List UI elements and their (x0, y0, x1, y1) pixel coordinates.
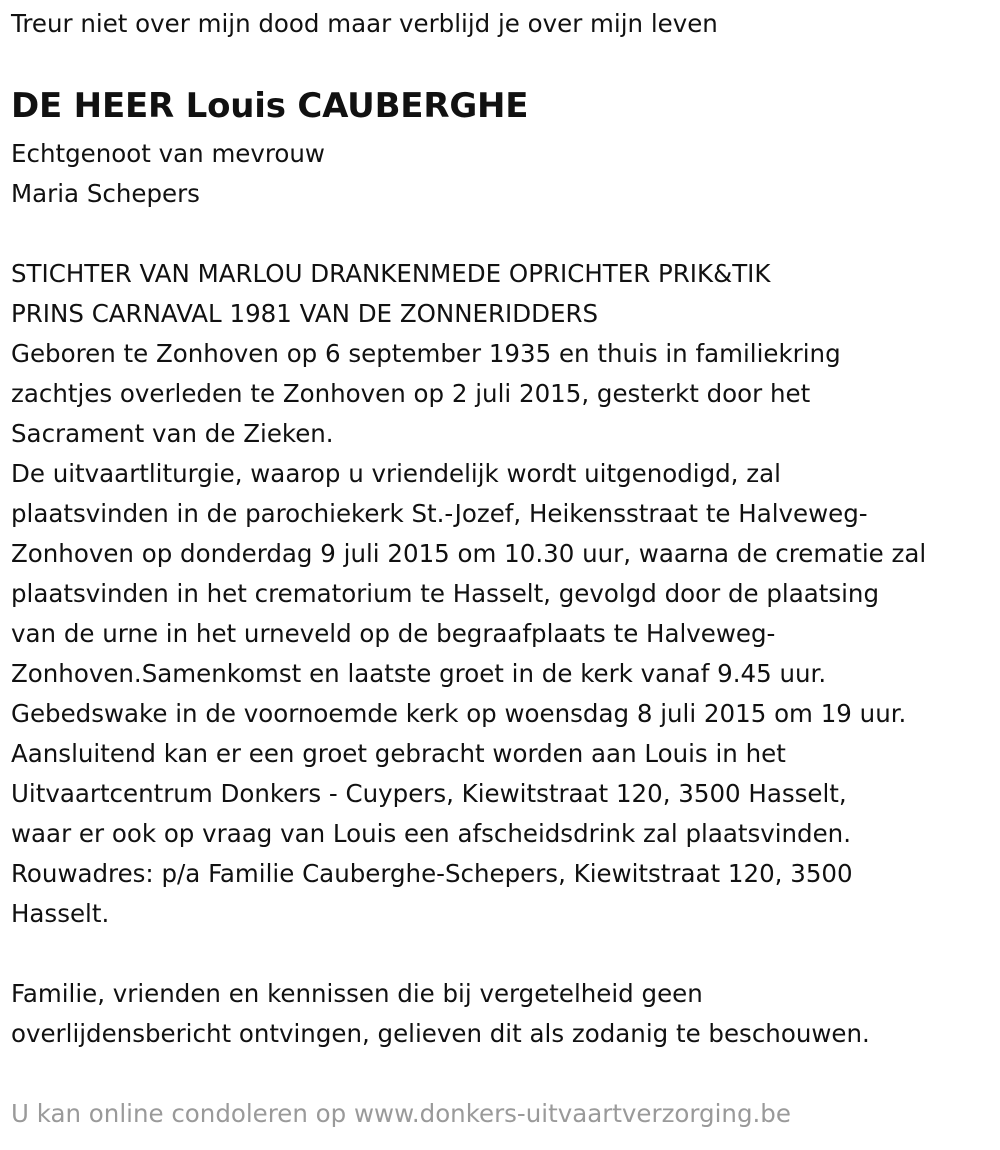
body-line: Gebedswake in de voornoemde kerk op woensdag 8 juli 2015 om 19 uur. (11, 699, 907, 728)
body-line: Sacrament van de Zieken. (11, 419, 334, 448)
spouse-line: Maria Schepers (11, 179, 200, 208)
notice-block (11, 974, 870, 1054)
body-line: Geboren te Zonhoven op 6 september 1935 en thuis in familiekring (11, 339, 841, 368)
body-line: Aansluitend kan er een groet gebracht worden aan Louis in het (11, 739, 786, 768)
obituary-body (11, 334, 926, 934)
online-condolence-text: U kan online condoleren op www.donkers-uitvaartverzorging.be (11, 1099, 791, 1128)
spouse-block (11, 134, 325, 214)
notice-line: overlijdensbericht ontvingen, gelieven dit als zodanig te beschouwen. (11, 1019, 870, 1048)
title-line: STICHTER VAN MARLOU DRANKENMEDE OPRICHTER PRIK&TIK (11, 259, 771, 288)
body-line: van de urne in het urneveld op de begraafplaats te Halveweg- (11, 619, 776, 648)
body-line: plaatsvinden in het crematorium te Hasselt, gevolgd door de plaatsing (11, 579, 880, 608)
body-line: Hasselt. (11, 899, 110, 928)
body-line: waar er ook op vraag van Louis een afscheidsdrink zal plaatsvinden. (11, 819, 851, 848)
deceased-name-heading: DE HEER Louis CAUBERGHE (11, 86, 529, 126)
motto-text: Treur niet over mijn dood maar verblijd je over mijn leven (11, 9, 718, 38)
notice-line: Familie, vrienden en kennissen die bij vergetelheid geen (11, 979, 703, 1008)
body-line: Uitvaartcentrum Donkers - Cuypers, Kiewitstraat 120, 3500 Hasselt, (11, 779, 847, 808)
body-line: Zonhoven.Samenkomst en laatste groet in de kerk vanaf 9.45 uur. (11, 659, 827, 688)
body-line: De uitvaartliturgie, waarop u vriendelijk wordt uitgenodigd, zal (11, 459, 781, 488)
spouse-line: Echtgenoot van mevrouw (11, 139, 325, 168)
title-line: PRINS CARNAVAL 1981 VAN DE ZONNERIDDERS (11, 299, 599, 328)
body-line: Zonhoven op donderdag 9 juli 2015 om 10.30 uur, waarna de crematie zal (11, 539, 927, 568)
body-line: Rouwadres: p/a Familie Cauberghe-Schepers, Kiewitstraat 120, 3500 (11, 859, 853, 888)
body-line: zachtjes overleden te Zonhoven op 2 juli 2015, gesterkt door het (11, 379, 811, 408)
titles-block (11, 254, 770, 334)
body-line: plaatsvinden in de parochiekerk St.-Jozef, Heikensstraat te Halveweg- (11, 499, 868, 528)
